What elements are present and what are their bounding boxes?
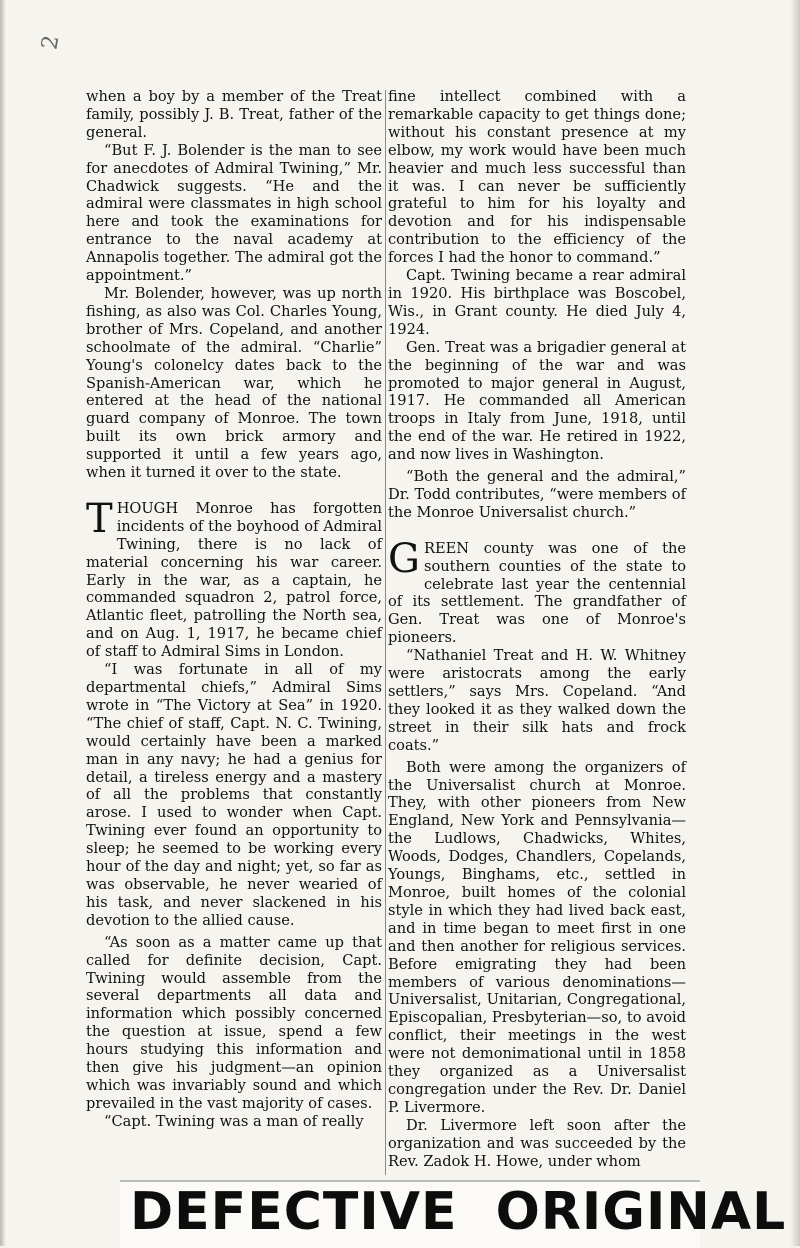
left-section-2-lead (86, 495, 382, 661)
right-paragraph-1: fine intellect combined with a remarkable capacity to get things done; without his constant presence at my elbow, my work would have been much heavier and much less successful than it was. I can never be sufficiently grateful to him for his loyalty and devotion and for his indispensable contribution to the efficiency of the forces I had the honor to command.” (388, 88, 686, 267)
page-left-shadow (0, 0, 6, 1246)
left-column (86, 88, 382, 1131)
left-paragraph-6: “Capt. Twining was a man of really (104, 1112, 364, 1130)
left-paragraph-5: “As soon as a matter came up that called for definite decision, Capt. Twining would assemble from the several departments all data and information which possibly concerned the question at issue, spend a few hours studying this information and then give his judgment—an opinion which was invariably sound and which prevailed in the vast majority of cases. (86, 933, 382, 1112)
right-column (388, 88, 686, 1170)
right-paragraph-4: “Both the general and the admiral,” Dr. Todd contributes, “were members of the Monroe Universalist church.” (388, 468, 686, 521)
right-paragraph-5: “Nathaniel Treat and H. W. Whitney were aristocrats among the early settlers,” says Mrs. Copeland. “And they looked it as they walked down the street in their silk hats and frock coats.” (388, 647, 686, 754)
left-paragraph-4: “I was fortunate in all of my departmental chiefs,” Admiral Sims wrote in “The Victory at Sea” in 1920. “The chief of staff, Capt. N. C. Twining, would certainly have been a marked man in any navy; he had a genius for detail, a tireless energy and a mastery of all the problems that constantly arose. I used to wonder when Capt. Twining ever found an opportunity to sleep; he seemed to be working every hour of the day and night; yet, so far as was observable, he never wearied of his task, and never slackened in his devotion to the allied cause. (86, 661, 382, 929)
page-right-shadow (790, 0, 800, 1246)
left-section-2-first: HOUGH Monroe has forgotten incidents of the boyhood of Admiral Twining, there is no lack of material concerning his war career. Early in the war, as a captain, he commanded squadron 2, patrol force, Atlantic fleet, patrolling the North sea, and on Aug. 1, 1917, he became chief of staff to Admiral Sims in London. (86, 499, 382, 661)
column-divider (385, 90, 386, 1175)
left-paragraph-1: when a boy by a member of the Treat family, possibly J. B. Treat, father of the general. (86, 88, 382, 141)
left-paragraph-3: Mr. Bolender, however, was up north fishing, as also was Col. Charles Young, brother of Mrs. Copeland, and another schoolmate of the admiral. “Charlie” Young's colonelcy dates back to the Spanish-American war, which he entered at the head of the national guard company of Monroe. The town built its own brick armory and supported it until a few years ago, when it turned it over to the state. (86, 284, 382, 482)
corner-mark: 2 (37, 33, 65, 52)
right-paragraph-3: Gen. Treat was a brigadier general at the beginning of the war and was promoted to major general in August, 1917. He commanded all American troops in Italy from June, 1918, until the end of the war. He retired in 1922, and now lives in Washington. (388, 338, 686, 464)
defective-original-stamp: DEFECTIVE ORIGINAL (130, 1182, 787, 1242)
right-paragraph-6: Both were among the organizers of the Universalist church at Monroe. They, with other pioneers from New England, New York and Pennsylvania—the Ludlows, Chadwicks, Whites, Woods, Dodges, Chandlers, Copelands, Youngs, Binghams, etc., settled in Monroe, built homes of the colonial style in which they had lived back east, and in time began to meet first in one and then another for religious services. Before emigrating they had been members of various denominations—Universalist, Unitarian, Congregational, Episcopalian, Presbyterian—so, to avoid conflict, their meetings in the west were not demonimational until in 1858 they organized as a Universalist congregation under the Rev. Dr. Daniel P. Livermore. (388, 758, 686, 1116)
dropcap-t: T (86, 495, 113, 542)
right-section-2-lead (388, 535, 686, 647)
right-paragraph-2: Capt. Twining became a rear admiral in 1920. His birthplace was Boscobel, Wis., in Grant county. He died July 4, 1924. (388, 267, 686, 338)
right-section-2-first: REEN county was one of the southern counties of the state to celebrate last year the centennial of its settlement. The grandfather of Gen. Treat was one of Monroe's pioneers. (388, 539, 686, 647)
dropcap-g: G (388, 535, 420, 582)
right-paragraph-7: Dr. Livermore left soon after the organization and was succeeded by the Rev. Zadok H. Howe, under whom (388, 1116, 686, 1170)
left-paragraph-2: “But F. J. Bolender is the man to see for anecdotes of Admiral Twining,” Mr. Chadwick suggests. “He and the admiral were classmates in high school here and took the examinations for entrance to the naval academy at Annapolis together. The admiral got the appointment.” (86, 141, 382, 285)
